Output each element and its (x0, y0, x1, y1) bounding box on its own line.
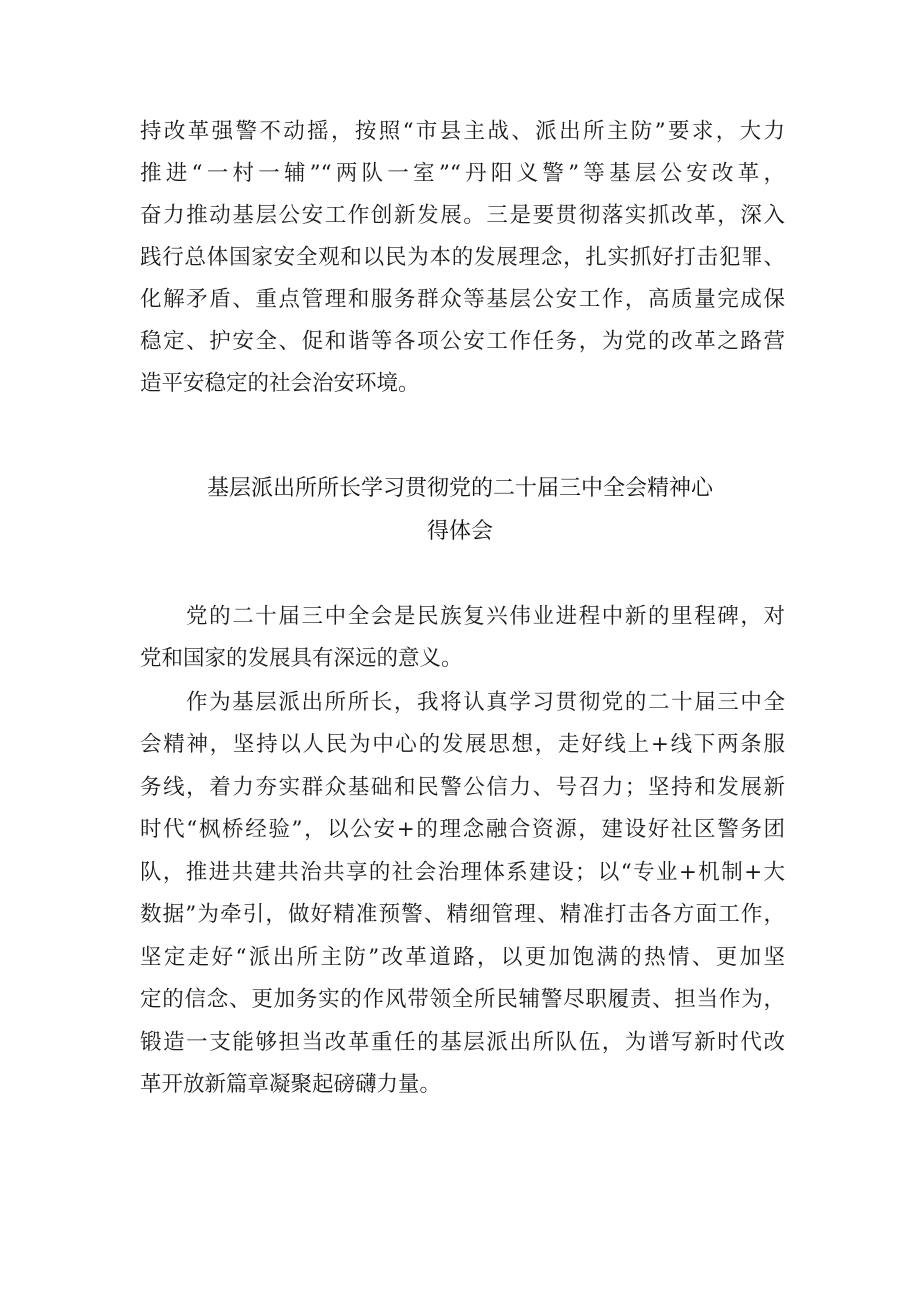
text-line: 践行总体国家安全观和以民为本的发展理念，扎实抓好打击犯罪、 (140, 245, 785, 270)
text-line: 稳定、护安全、促和谐等各项公安工作任务，为党的改革之路营 (140, 329, 785, 354)
text-line: 党和国家的发展具有深远的意义。 (140, 646, 463, 671)
text-line: 革开放新篇章凝聚起磅礴力量。 (140, 1072, 442, 1097)
text-line: 化解矛盾、重点管理和服务群众等基层公安工作，高质量完成保 (140, 287, 785, 312)
text-line: 队，推进共建共治共享的社会治理体系建设；以“专业+机制+大 (140, 860, 785, 885)
text-line: 党的二十届三中全会是民族复兴伟业进程中新的里程碑，对 (186, 604, 785, 629)
text-line: 推进“一村一辅”“两队一室”“丹阳义警”等基层公安改革， (140, 161, 785, 186)
text-line: 锻造一支能够担当改革重任的基层派出所队伍，为谱写新时代改 (140, 1030, 785, 1055)
text-line: 数据”为牵引，做好精准预警、精细管理、精准打击各方面工作， (140, 902, 785, 927)
text-line: 定的信念、更加务实的作风带领全所民辅警尽职履责、担当作为， (140, 987, 785, 1012)
text-line: 奋力推动基层公安工作创新发展。三是要贯彻落实抓改革，深入 (140, 203, 785, 228)
text-line: 持改革强警不动摇，按照“市县主战、派出所主防”要求，大力 (140, 119, 785, 144)
text-line: 时代“枫桥经验”，以公安+的理念融合资源，建设好社区警务团 (140, 817, 785, 842)
article-title-line-2: 得体会 (426, 519, 493, 544)
article-title-line-1: 基层派出所所长学习贯彻党的二十届三中全会精神心 (206, 476, 713, 501)
text-line: 务线，着力夯实群众基础和民警公信力、号召力；坚持和发展新 (140, 775, 785, 800)
text-line: 会精神，坚持以人民为中心的发展思想，走好线上+线下两条服 (140, 732, 785, 757)
text-line: 造平安稳定的社会治安环境。 (140, 371, 420, 396)
text-line: 作为基层派出所所长，我将认真学习贯彻党的二十届三中全 (186, 690, 785, 715)
text-line: 坚定走好“派出所主防”改革道路，以更加饱满的热情、更加坚 (140, 945, 785, 970)
